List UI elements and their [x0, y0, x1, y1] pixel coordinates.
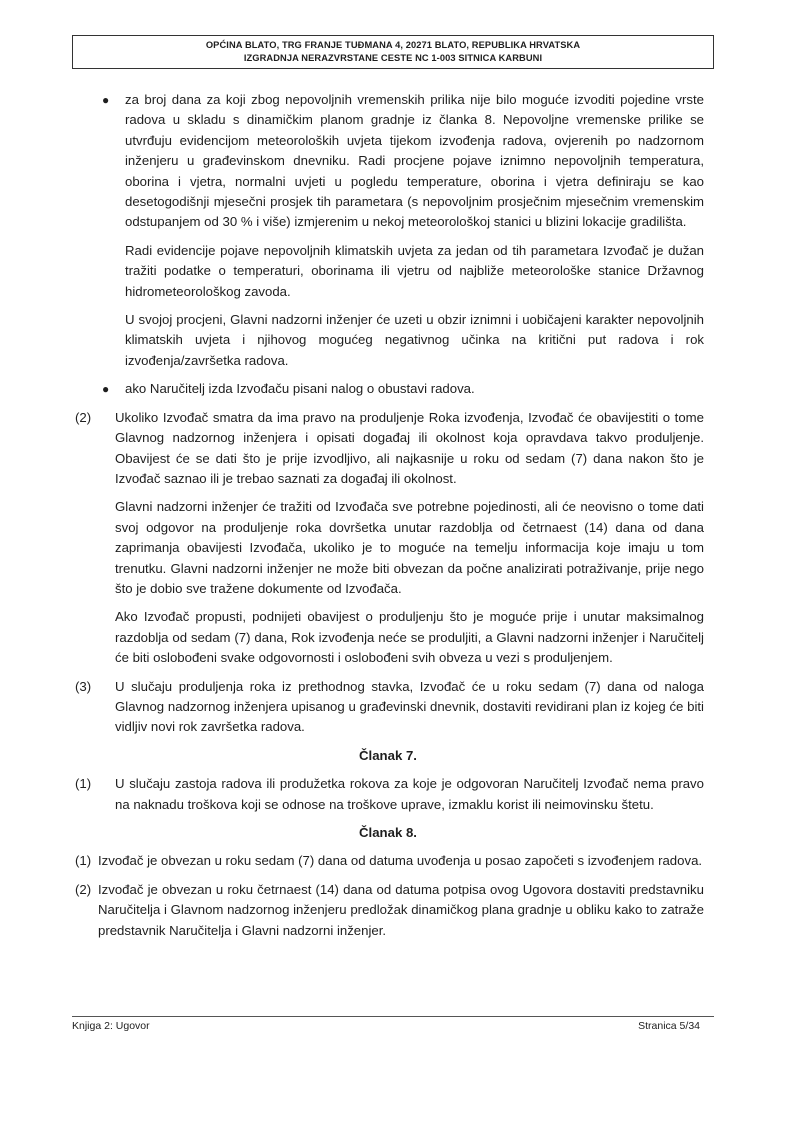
list-item	[72, 379, 704, 399]
item-number: (1)	[75, 776, 92, 792]
paragraph: U svojoj procjeni, Glavni nadzorni inženjer će uzeti u obzir iznimni i uobičajeni karakter nepovoljnih klimatskih uvjeta i njihovog mogućeg negativnog učinka na kritični put radova i rok izvođenja/završetka radova.	[125, 312, 704, 368]
numbered-item	[72, 851, 704, 871]
header-line-1: OPĆINA BLATO, TRG FRANJE TUĐMANA 4, 20271 BLATO, REPUBLIKA HRVATSKA	[205, 40, 581, 50]
item-number: (1)	[75, 853, 92, 869]
footer-divider	[72, 1016, 714, 1017]
document-header	[72, 35, 714, 69]
numbered-item	[72, 677, 704, 738]
item-number: (2)	[75, 881, 92, 897]
paragraph: Ako Izvođač propusti, podnijeti obavijest o produljenju što je moguće prije i unutar maksimalnog razdoblja od sedam (7) dana, Rok izvođenja neće se produljiti, a Glavni nadzorni inženjer i Naručitelj će biti oslobođeni svake odgovornosti i oslobođeni svih obveza u vezi s produljenjem.	[115, 609, 704, 666]
numbered-item	[72, 774, 704, 815]
item-text: Izvođač je obvezan u roku sedam (7) dana od datuma uvođenja u posao započeti s izvođenjem radova.	[98, 853, 703, 869]
paragraph: Radi evidencije pojave nepovoljnih klimatskih uvjeta za jedan od tih parametara Izvođač je dužan tražiti podatke o temperaturi, oborinama ili vjetru od najbliže meteorološke stanice Državnog hidrometeorološkog zavoda.	[125, 242, 704, 299]
list-item	[72, 90, 704, 233]
numbered-item	[72, 408, 704, 490]
item-number: (2)	[75, 409, 92, 425]
item-text: U slučaju zastoja radova ili produžetka rokova za koje je odgovoran Naručitelj Izvođač nema pravo na naknadu troškova koji se odnose na troškove uprave, izmaklu korist ili neimovinsku štetu.	[115, 776, 704, 812]
bullet-text: za broj dana za koji zbog nepovoljnih vremenskih prilika nije bilo moguće izvoditi pojedine vrste radova u skladu s dinamičkim planom gradnje iz članka 8. Nepovoljne vremenske prilike se utvrđuju evidencijom meteoroloških uvjeta tijekom izvođenja radova, ovjerenih po nadzornom inženjeru u građevinskom dnevniku. Radi procjene pojave iznimno nepovoljnih temperatura, oborina i vjetra, normalni uvjeti u pogledu temperature, oborina i vjetra definiraju se kao desetogodišnji mjesečni prosjek tih parametara (s nepovoljnim prosječnim mjesečnim vremenskim odstupanjem od 30 % i više) izmjerenim u nekoj meteorološkoj stanici u blizini lokacije gradilišta.	[125, 92, 704, 230]
item-text: U slučaju produljenja roka iz prethodnog stavka, Izvođač će u roku sedam (7) dana od naloga Glavnog nadzornog inženjera upisanog u građevinski dnevnik, dostaviti revidirani plan iz kojeg će biti vidljiv novi rok završetka radova.	[115, 678, 704, 735]
bullet-text: ako Naručitelj izda Izvođaču pisani nalog o obustavi radova.	[125, 381, 475, 397]
header-line-2: IZGRADNJA NERAZVRSTANE CESTE NC 1-003 SITNICA KARBUNI	[243, 53, 543, 63]
article-title: Članak 7.	[359, 747, 417, 763]
footer-book-label: Knjiga 2: Ugovor	[72, 1020, 150, 1032]
document-body	[72, 90, 704, 949]
item-text: Izvođač je obvezan u roku četrnaest (14) dana od datuma potpisa ovog Ugovora dostaviti predstavniku Naručitelja i Glavnom nadzornog inženjeru predložak dinamičkog plana gradnje u obliku kako to zatraže predstavnik Naručitelja i Glavni nadzorni inženjer.	[98, 881, 704, 938]
paragraph: Glavni nadzorni inženjer će tražiti od Izvođača sve potrebne pojedinosti, ali će neovisno o tome dati svoj odgovor na produljenje roka dovršetka unutar razdoblja od četrnaest (14) dana od dana zaprimanja obavijesti Izvođača, ukoliko je to moguće na temelju informacija koje imaju u tom trenutku. Glavni nadzorni inženjer ne može biti obvezan da počne analizirati potraživanje, prije nego što je dobio sve tražene dokumente od Izvođača.	[115, 499, 704, 596]
article-title: Članak 8.	[359, 825, 417, 840]
numbered-item	[72, 880, 704, 941]
item-number: (3)	[75, 678, 92, 694]
item-text: Ukoliko Izvođač smatra da ima pravo na produljenje Roka izvođenja, Izvođač će obavijestiti o tome Glavnog nadzornog inženjera i opisati događaj ili okolnost koja opravdava takvo produljenje. Obavijest će se dati što je prije izvodljivo, ali najkasnije u roku od sedam (7) dana nakon što je Izvođač saznao ili je trebao saznati za događaj ili okolnost.	[115, 409, 704, 486]
footer-page-number: Stranica 5/34	[638, 1020, 700, 1032]
bullet-icon: ●	[102, 382, 110, 397]
bullet-icon: ●	[102, 93, 110, 107]
